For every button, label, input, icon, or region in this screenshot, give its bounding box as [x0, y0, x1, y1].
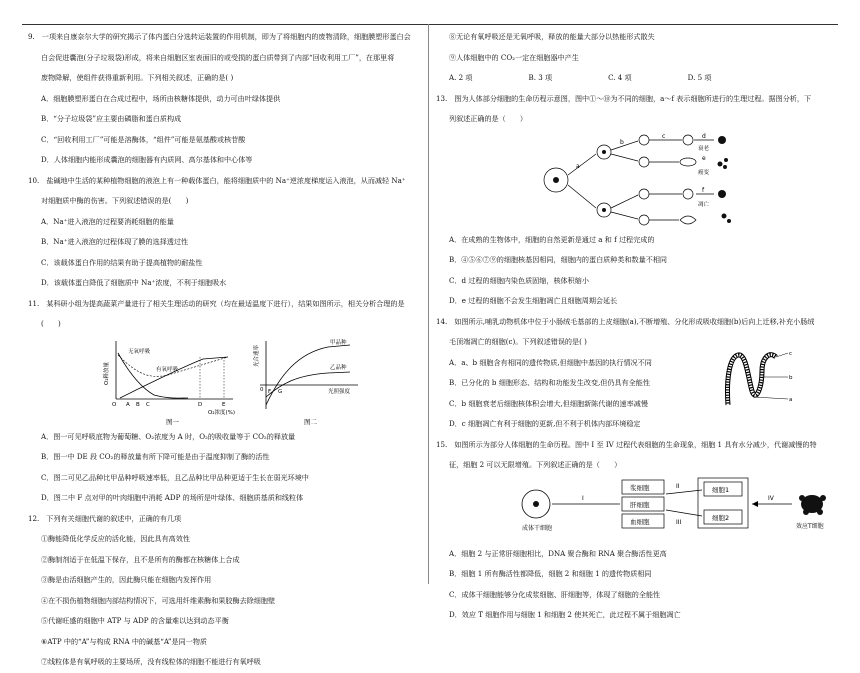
- question-12-item-4: ④在不损伤植物细胞内部结构情况下，可选用纤维素酶和果胶酶去除细胞壁: [41, 595, 276, 605]
- figure-1-tick-d: D: [198, 401, 203, 408]
- question-12-choice-a: A. 2 项: [449, 73, 473, 82]
- left-column: [28, 27, 424, 673]
- question-12-item-9: ⑨人体细胞中的 CO₂一定在细胞器中产生: [449, 52, 579, 62]
- figure-1-series-2: 有氧呼吸: [156, 366, 179, 373]
- question-12-choice-b: B. 3 项: [528, 73, 553, 82]
- question-11-option-c: C．图二可见乙品种比甲品种呼吸速率低，且乙品种比甲品种更适于生长在弱光环境中: [41, 472, 309, 482]
- stem-cell-fate-diagram: [436, 476, 836, 544]
- figure-2-series-1: 甲品种: [330, 339, 347, 346]
- question-13-option-c: C．d 过程的细胞内染色质固缩，核体积缩小: [449, 275, 589, 285]
- process-f: f: [702, 186, 705, 194]
- question-14-option-a: A．a、b 细胞含有相同的遗传物质,但细胞中基因的执行情况不同: [449, 357, 652, 367]
- question-11-option-a: A．图一可见呼吸底物为葡萄糖、O₂浓度为 A 时，O₂的吸收量等于 CO₂的释放量: [41, 431, 296, 441]
- question-14-body: [436, 350, 836, 435]
- intestinal-villus-figure: [716, 347, 796, 411]
- question-12-item-7: ⑦线粒体是有氧呼吸的主要场所，没有线粒体的细胞不能进行有氧呼吸: [41, 657, 261, 666]
- effector-t-cell-label: 效应T细胞: [796, 522, 824, 530]
- question-10-stem-line2: 对细胞质中酶的伤害。下列叙述错误的是( ): [41, 196, 189, 205]
- label-cancer: 癌变: [698, 169, 710, 176]
- question-15-stem-line2: 征，细胞 2 可以无限增殖。下列叙述正确的是（ ）: [449, 460, 622, 469]
- question-14-stem: 14. 如图所示,哺乳动物机体中位于小肠绒毛基部的上皮细胞(a),不断增殖、分化形成吸收细胞(b)后向上迁移,补充小肠绒: [436, 316, 815, 326]
- process-d: d: [702, 132, 706, 140]
- header-rule: [22, 24, 838, 25]
- question-12-item-3: ③酶是由活细胞产生的，因此酶只能在细胞内发挥作用: [41, 575, 212, 584]
- question-12-choice-c: C. 4 项: [608, 73, 632, 82]
- label-apoptosis: 凋亡: [698, 201, 710, 208]
- question-12-item-2: ②酶制剂适于在低温下保存，且不是所有的酶都在核糖体上合成: [41, 554, 240, 564]
- question-9-stem-line2: 白会促进囊泡(分子垃圾袋)形成，将来自细胞区室表面旧的或受损的蛋白质带到了内部“回收利用工厂”，在那里将: [41, 52, 395, 62]
- question-14-option-b: B．已分化的 b 细胞形态、结构和功能发生改变,但仍具有全能性: [449, 378, 650, 387]
- question-14-option-c: C．b 细胞衰老后细胞核体积会增大,但细胞新陈代谢的速率减慢: [449, 398, 648, 408]
- question-11-stem-line2: ( ): [41, 319, 61, 328]
- question-9-option-a: A．细胞膜塑形蛋白在合成过程中，场所由核糖体提供，动力可由叶绿体提供: [41, 93, 281, 103]
- question-13-stem: 13. 图为人体部分细胞的生命历程示意图，图中①～⑩为不同的细胞，a～f 表示细胞所进行的生理过程。据图分析，下: [436, 93, 812, 103]
- question-9-option-d: D．人体细胞内能形成囊泡的细胞器有内质网、高尔基体和中心体等: [41, 155, 253, 164]
- question-10-stem: 10. 盐碱地中生活的某种植物细胞的液泡上有一种载体蛋白，能将细胞质中的 Na⁺逆浓度梯度运入液泡，从而减轻 Na⁺: [28, 175, 406, 185]
- figure-1-tick-b: B: [136, 401, 140, 408]
- question-15-figure: [436, 476, 836, 544]
- question-11-figures: [28, 335, 424, 427]
- question-12-stem: 12. 下列有关细胞代谢的叙述中，正确的有几项: [28, 513, 182, 523]
- question-15-option-d: D．效应 T 细胞作用与细胞 1 和细胞 2 使其死亡，此过程不属于细胞凋亡: [449, 610, 681, 619]
- figure-2-tick-f: F: [268, 388, 272, 395]
- question-13-stem-line2: 列叙述正确的是（ ）: [449, 114, 528, 123]
- villus-label-c: c: [789, 350, 793, 357]
- figure-2-origin: 0: [260, 386, 264, 393]
- cell-1: 细胞1: [712, 485, 730, 494]
- figure-1-xlabel: O₂浓度(%): [208, 409, 236, 416]
- villus-label-a: a: [789, 396, 793, 403]
- question-13-option-a: A．在成熟的生物体中，细胞的自然更新是通过 a 和 f 过程完成的: [449, 234, 655, 244]
- question-9-stem-line3: 废物降解，使组件获得重新利用。下列相关叙述，正确的是( ): [41, 73, 234, 82]
- question-11-option-b: B．图一中 DE 段 CO₂的释放量有所下降可能是由于温度抑制了酶的活性: [41, 452, 270, 461]
- process-e: e: [702, 154, 706, 162]
- process-c: c: [662, 132, 666, 140]
- figure-1-graph: [102, 341, 235, 426]
- figure-2-ylabel: 光合速率: [254, 344, 260, 367]
- respiration-photosynthesis-graphs: [28, 335, 424, 427]
- question-9-option-b: B．“分子垃圾袋”应主要由磷脂和蛋白质构成: [41, 114, 182, 123]
- figure-2-series-2: 乙品种: [330, 364, 347, 371]
- figure-2-tick-g: G: [278, 388, 283, 395]
- question-12-item-8: ⑧无论有氧呼吸还是无氧呼吸，释放的能量大部分以热能形式散失: [449, 32, 655, 41]
- question-10-option-b: B．Na⁺进入液泡的过程体现了膜的选择透过性: [41, 237, 189, 246]
- question-14-stem-line2: 毛顶端凋亡的细胞(c)。下列叙述错误的是( ): [449, 337, 587, 346]
- question-15-stem: 15. 如图所示为部分人体细胞的生命历程。图中 I 至 IV 过程代表细胞的生命现象，细胞 1 具有水分减少，代谢减慢的特: [436, 439, 817, 449]
- question-10-option-a: A．Na⁺进入液泡的过程要消耗细胞的能量: [41, 216, 174, 226]
- process-roman-1: I: [582, 494, 584, 502]
- cell-2: 细胞2: [712, 513, 730, 522]
- question-11-option-d: D．图二中 F 点对甲的叶肉细胞中消耗 ADP 的场所是叶绿体、细胞质基质和线粒体: [41, 493, 304, 502]
- figure-1-origin: O: [112, 401, 117, 408]
- figure-1-tick-e: E: [222, 401, 226, 408]
- cell-blood: 血细胞: [630, 517, 650, 526]
- process-roman-2: II: [676, 482, 680, 490]
- figure-2-graph: [252, 338, 358, 426]
- stem-cell-label: 成体干细胞: [522, 524, 553, 532]
- question-9-stem: 9. 一项来自康奈尔大学的研究揭示了体内蛋白分选转运装置的作用机制，即为了将细胞内的废物清除，细胞膜塑形蛋白会: [28, 32, 411, 41]
- figure-1-tick-a: A: [126, 401, 130, 408]
- question-14-option-d: D．c 细胞凋亡有利于细胞的更新,但不利于机体内部环境稳定: [449, 419, 641, 428]
- figure-1-series-1: 无氧呼吸: [128, 348, 151, 355]
- figure-2-caption: 图二: [304, 417, 317, 426]
- question-12-item-1: ①酶能降低化学反应的活化能，因此具有高效性: [41, 534, 190, 543]
- question-11-stem: 11. 某科研小组为提高蔬菜产量进行了相关生理活动的研究（均在最适温度下进行），结果如图所示，相关分析合理的是: [28, 298, 405, 308]
- cell-life-history-diagram: [436, 130, 836, 230]
- label-senescence: 衰老: [698, 145, 710, 152]
- question-12-choices: [436, 68, 836, 89]
- figure-1-tick-c: C: [146, 401, 150, 408]
- figure-1-ylabel: O₂释放量: [104, 361, 110, 385]
- process-b: b: [620, 138, 624, 146]
- process-roman-4: IV: [768, 494, 774, 502]
- question-13-figure: [436, 130, 836, 230]
- question-12-item-6: ⑥ATP 中的“A”与构成 RNA 中的碱基“A”是同一物质: [41, 636, 208, 646]
- cell-plasma: 浆细胞: [630, 483, 650, 492]
- question-13-option-d: D．e 过程的细胞不会发生细胞凋亡且细胞周期会延长: [449, 296, 618, 305]
- column-divider: [428, 24, 429, 584]
- question-10-option-c: C．该载体蛋白作用的结果有助于提高植物的耐盐性: [41, 257, 203, 267]
- process-roman-3: III: [676, 518, 682, 526]
- villus-label-b: b: [789, 374, 793, 381]
- question-12-choice-d: D. 5 项: [687, 73, 712, 82]
- right-column: [436, 27, 836, 626]
- process-a: a: [576, 162, 580, 170]
- question-15-option-a: A．细胞 2 与正常肝细胞相比，DNA 聚合酶和 RNA 聚合酶活性更高: [449, 548, 667, 558]
- question-10-option-d: D．该载体蛋白降低了细胞质中 Na⁺浓度，不利于细胞吸水: [41, 278, 227, 287]
- question-9-option-c: C．“回收利用工厂”可能是溶酶体，“组件”可能是氨基酸或核苷酸: [41, 134, 246, 144]
- figure-2-xlabel: 光照强度: [328, 388, 351, 395]
- question-13-option-b: B．④⑤⑥⑦⑨的细胞核基因相同，细胞内的蛋白质种类和数量不相同: [449, 255, 668, 264]
- question-15-option-b: B．细胞 1 所有酶活性都降低，细胞 2 和细胞 1 的遗传物质相同: [449, 569, 652, 578]
- cell-liver: 肝细胞: [630, 500, 650, 509]
- question-15-option-c: C．成体干细胞能够分化成浆细胞、肝细胞等，体现了细胞的全能性: [449, 589, 661, 599]
- question-12-item-5: ⑤代谢旺盛的细胞中 ATP 与 ADP 的含量难以达到动态平衡: [41, 616, 229, 625]
- figure-1-caption: 图一: [166, 417, 179, 426]
